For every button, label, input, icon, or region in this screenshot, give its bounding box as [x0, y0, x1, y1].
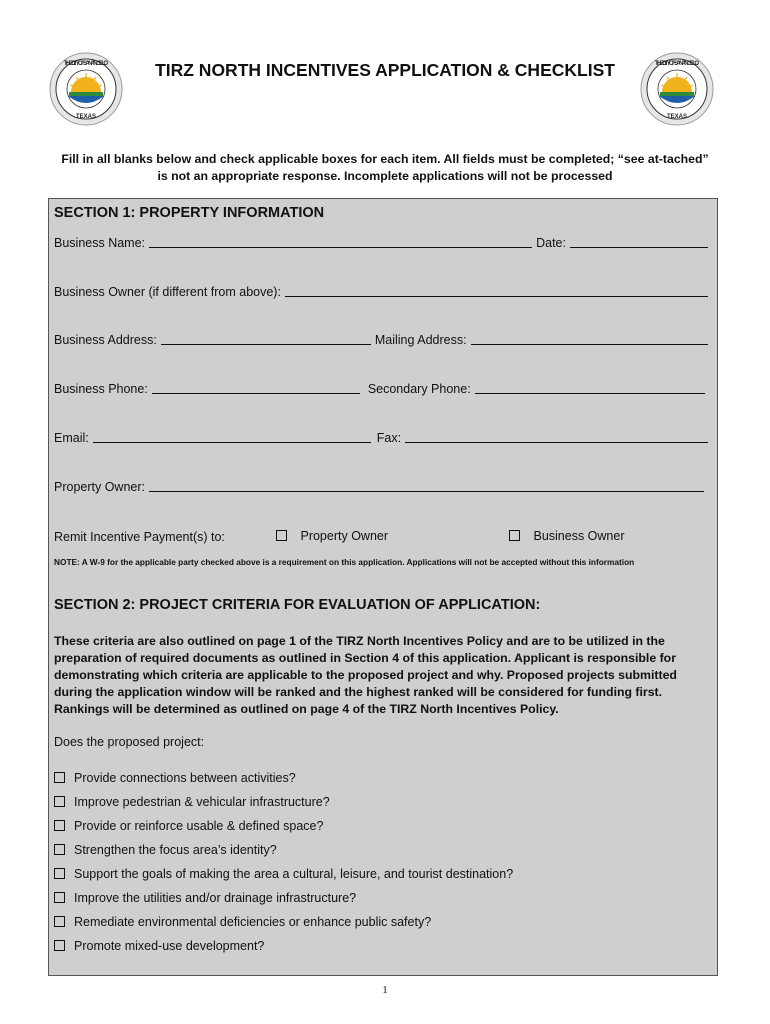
business-name-field[interactable] — [149, 246, 532, 248]
criteria-checkbox[interactable] — [54, 868, 65, 879]
criteria-question[interactable] — [54, 771, 296, 785]
business-address-label: Business Address: — [54, 333, 157, 347]
business-phone-field[interactable] — [152, 392, 360, 394]
seal-text-bottom: TEXAS — [75, 114, 97, 120]
mailing-address-label: Mailing Address: — [374, 333, 467, 347]
criteria-question-label: Improve the utilities and/or drainage infrastructure? — [74, 891, 357, 905]
remit-label: Remit Incentive Payment(s) to: — [54, 530, 225, 544]
business-owner-field[interactable] — [285, 295, 708, 297]
criteria-checkbox[interactable] — [54, 772, 65, 783]
criteria-checkbox[interactable] — [54, 916, 65, 927]
email-row — [54, 427, 708, 445]
seal-text-bottom: TEXAS — [666, 114, 688, 120]
criteria-prompt: Does the proposed project: — [54, 735, 205, 749]
remit-option-business-label: Business Owner — [533, 529, 625, 543]
mailing-address-field[interactable] — [471, 343, 708, 345]
criteria-checkbox[interactable] — [54, 844, 65, 855]
page-title: TIRZ NORTH INCENTIVES APPLICATION & CHECKLIST — [155, 60, 615, 80]
criteria-question[interactable] — [54, 915, 431, 929]
email-field[interactable] — [93, 441, 371, 443]
section2-heading: SECTION 2: PROJECT CRITERIA FOR EVALUATION OF APPLICATION: — [54, 597, 541, 613]
criteria-question[interactable] — [54, 891, 356, 905]
business-owner-row — [54, 281, 708, 299]
criteria-question-label: Provide or reinforce usable & defined space? — [74, 819, 324, 833]
seal-text-top: THE CITY OF SAN ANGELO — [63, 61, 108, 67]
business-address-field[interactable] — [161, 343, 371, 345]
remit-option-business[interactable] — [509, 529, 625, 543]
secondary-phone-field[interactable] — [475, 392, 705, 394]
property-owner-checkbox[interactable] — [276, 530, 287, 541]
criteria-checkbox[interactable] — [54, 796, 65, 807]
date-label: Date: — [536, 236, 566, 250]
business-name-label: Business Name: — [54, 236, 146, 250]
remit-option-property[interactable] — [276, 529, 388, 543]
criteria-checkbox[interactable] — [54, 820, 65, 831]
criteria-paragraph: These criteria are also outlined on page 1 of the TIRZ North Incentives Policy and are to be utilized in the preparation of required documents as outlined in Section 4 of this application. Applicant is responsible for demonstrating which criteria are applicable to the proposed project and why. Proposed projects submitted during the application window will be ranked and the highest ranked will be considered for funding first. Rankings will be determined as outlined on page 4 of the TIRZ North Incentives Policy. — [54, 634, 677, 716]
page-number: 1 — [382, 984, 388, 996]
secondary-phone-label: Secondary Phone: — [367, 382, 471, 396]
instructions: Fill in all blanks below and check applicable boxes for each item. All fields must be completed; “see at-tached” is not an appropriate response. Incomplete applications will not be processed — [61, 152, 709, 183]
w9-note: NOTE: A W-9 for the applicable party checked above is a requirement on this application. Applications will not be accepted without this information — [54, 557, 635, 567]
property-owner-field[interactable] — [149, 490, 704, 492]
property-owner-row — [54, 476, 708, 494]
business-owner-label: Business Owner (if different from above): — [54, 285, 281, 299]
criteria-checkbox[interactable] — [54, 940, 65, 951]
criteria-question[interactable] — [54, 939, 264, 953]
criteria-question[interactable] — [54, 867, 513, 881]
criteria-question-label: Promote mixed-use development? — [74, 939, 265, 953]
property-owner-label: Property Owner: — [54, 480, 146, 494]
criteria-checkbox[interactable] — [54, 892, 65, 903]
form-panel — [48, 198, 718, 976]
remit-option-property-label: Property Owner — [300, 529, 389, 543]
criteria-question-label: Strengthen the focus area’s identity? — [74, 843, 277, 857]
criteria-question-label: Provide connections between activities? — [74, 771, 296, 785]
address-row — [54, 329, 708, 347]
criteria-question[interactable] — [54, 795, 330, 809]
business-phone-label: Business Phone: — [54, 382, 148, 396]
criteria-question-label: Improve pedestrian & vehicular infrastructure? — [74, 795, 330, 809]
criteria-question-label: Remediate environmental deficiencies or enhance public safety? — [74, 915, 432, 929]
criteria-question[interactable] — [54, 819, 323, 833]
business-name-row — [54, 232, 708, 250]
section1-heading: SECTION 1: PROPERTY INFORMATION — [54, 205, 325, 221]
fax-label: Fax: — [376, 431, 402, 445]
seal-text-top: THE CITY OF SAN ANGELO — [655, 61, 699, 67]
fax-field[interactable] — [405, 441, 708, 443]
date-field[interactable] — [570, 246, 708, 248]
criteria-question[interactable] — [54, 843, 277, 857]
email-label: Email: — [54, 431, 89, 445]
criteria-question-label: Support the goals of making the area a cultural, leisure, and tourist destination? — [74, 867, 514, 881]
business-owner-checkbox[interactable] — [509, 530, 520, 541]
phone-row — [54, 378, 708, 396]
